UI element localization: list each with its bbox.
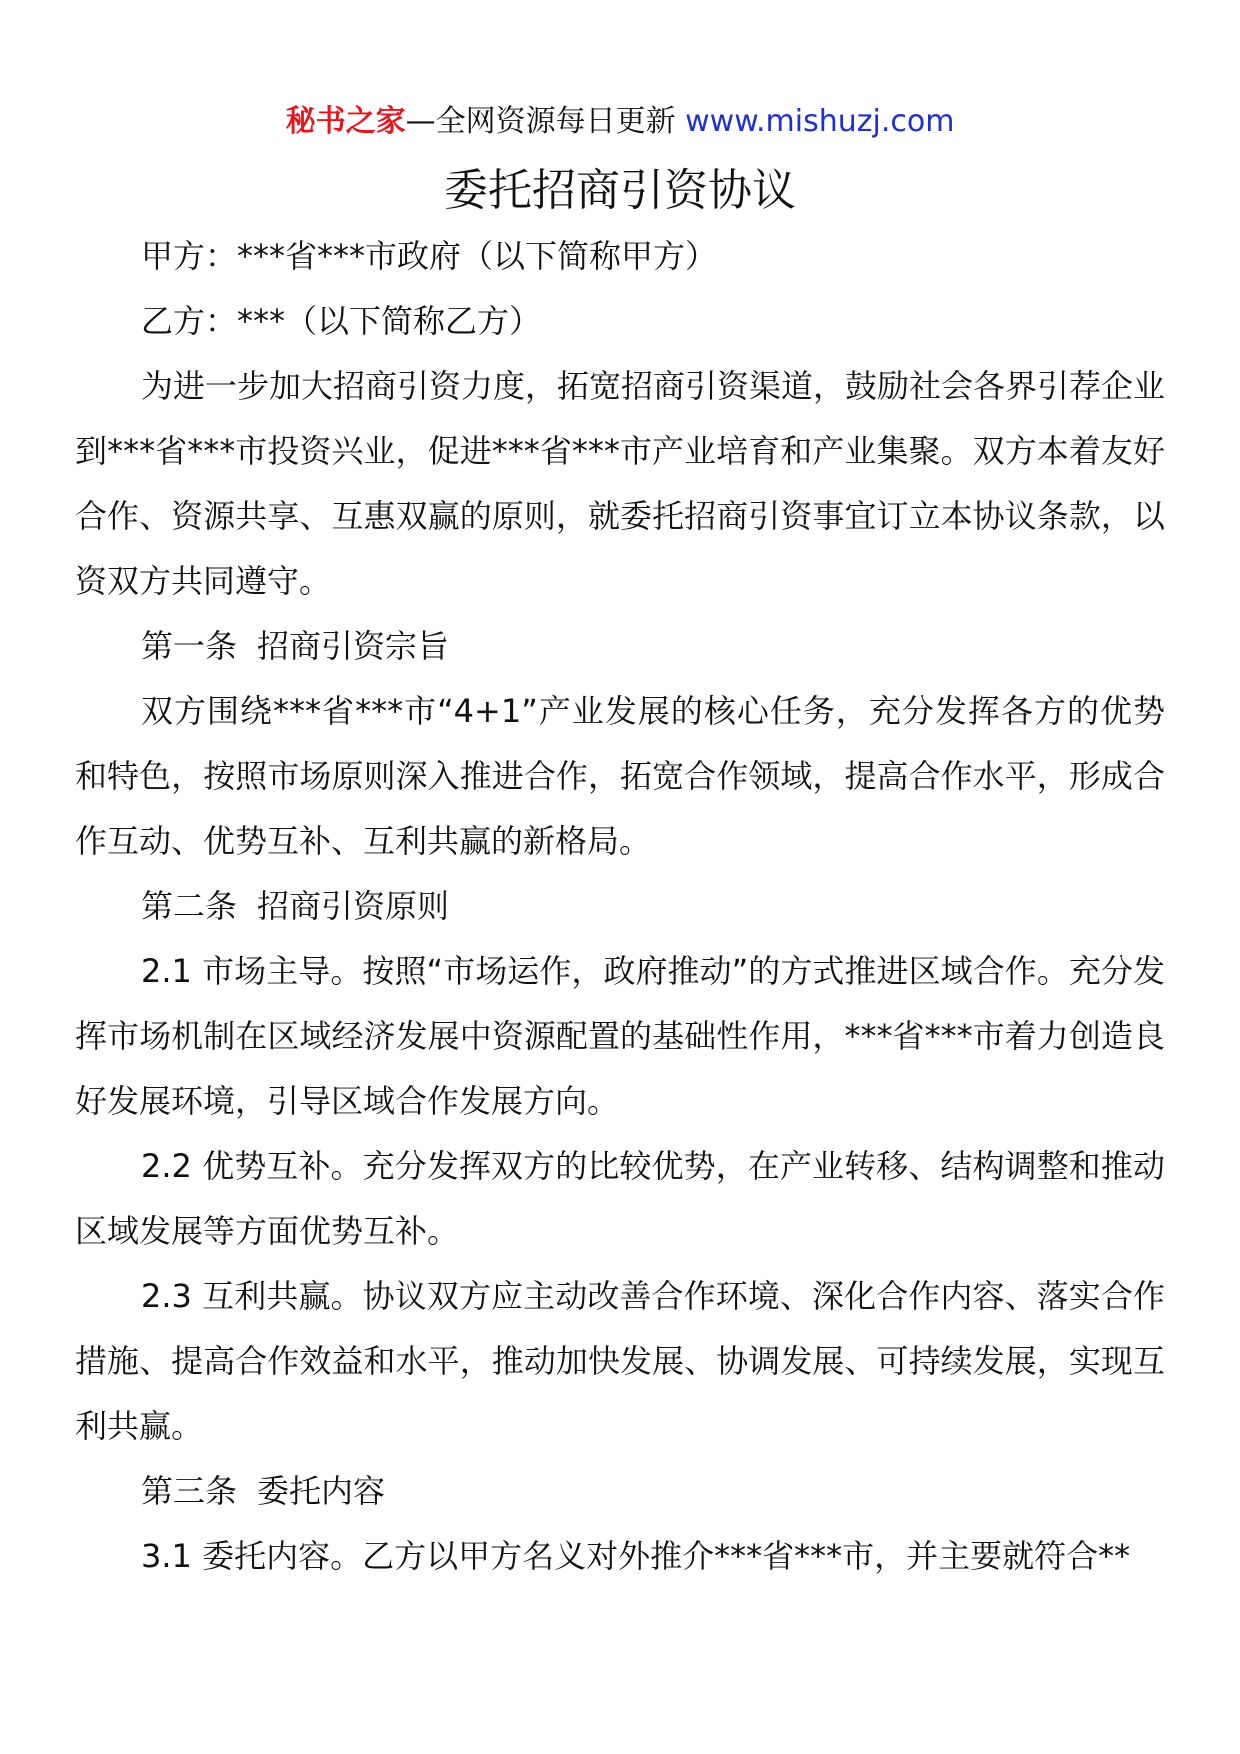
article-3-heading — [75, 1459, 1165, 1524]
article-2-heading — [75, 874, 1165, 939]
article-2-title: 招商引资原则 — [257, 887, 450, 925]
document-title: 委托招商引资协议 — [444, 165, 796, 216]
clause-3-1: 3.1 委托内容。乙方以甲方名义对外推介***省***市，并主要就符合** — [141, 1537, 1131, 1575]
intro-paragraph: 为进一步加大招商引资力度，拓宽招商引资渠道，鼓励社会各界引荐企业到***省***市投资兴业，促进***省***市产业培育和产业集聚。双方本着友好合作、资源共享、互惠双赢的原则，就委托招商引资事宜订立本协议条款，以资双方共同遵守。 — [75, 367, 1166, 600]
clause-2-3: 2.3 互利共赢。协议双方应主动改善合作环境、深化合作内容、落实合作措施、提高合作效益和水平，推动加快发展、协调发展、可持续发展，实现互利共赢。 — [75, 1277, 1165, 1445]
article-3-number: 第三条 — [141, 1472, 238, 1510]
site-header — [0, 100, 1240, 144]
article-3-title: 委托内容 — [257, 1472, 386, 1510]
article-2-number: 第二条 — [141, 887, 238, 925]
site-url-link[interactable]: www.mishuzj.com — [685, 104, 955, 139]
article-1-heading — [75, 614, 1165, 679]
article-1-number: 第一条 — [141, 627, 238, 665]
article-1-title: 招商引资宗旨 — [257, 627, 450, 665]
clause-2-2: 2.2 优势互补。充分发挥双方的比较优势，在产业转移、结构调整和推动区域发展等方面优势互补。 — [75, 1147, 1165, 1250]
article-1-text: 双方围绕***省***市“4+1”产业发展的核心任务，充分发挥各方的优势和特色，按照市场原则深入推进合作，拓宽合作领域，提高合作水平，形成合作互动、优势互补、互利共赢的新格局。 — [75, 692, 1165, 860]
party-a-line: 甲方：***省***市政府（以下简称甲方） — [141, 237, 718, 275]
clause-2-1: 2.1 市场主导。按照“市场运作，政府推动”的方式推进区域合作。充分发挥市场机制在区域经济发展中资源配置的基础性作用，***省***市着力创造良好发展环境，引导区域合作发展方向。 — [75, 952, 1165, 1120]
document-body — [75, 224, 1165, 1589]
header-tagline: —全网资源每日更新 — [405, 104, 686, 139]
brand-name: 秘书之家 — [285, 104, 406, 139]
party-b-line: 乙方：***（以下简称乙方） — [141, 302, 542, 340]
